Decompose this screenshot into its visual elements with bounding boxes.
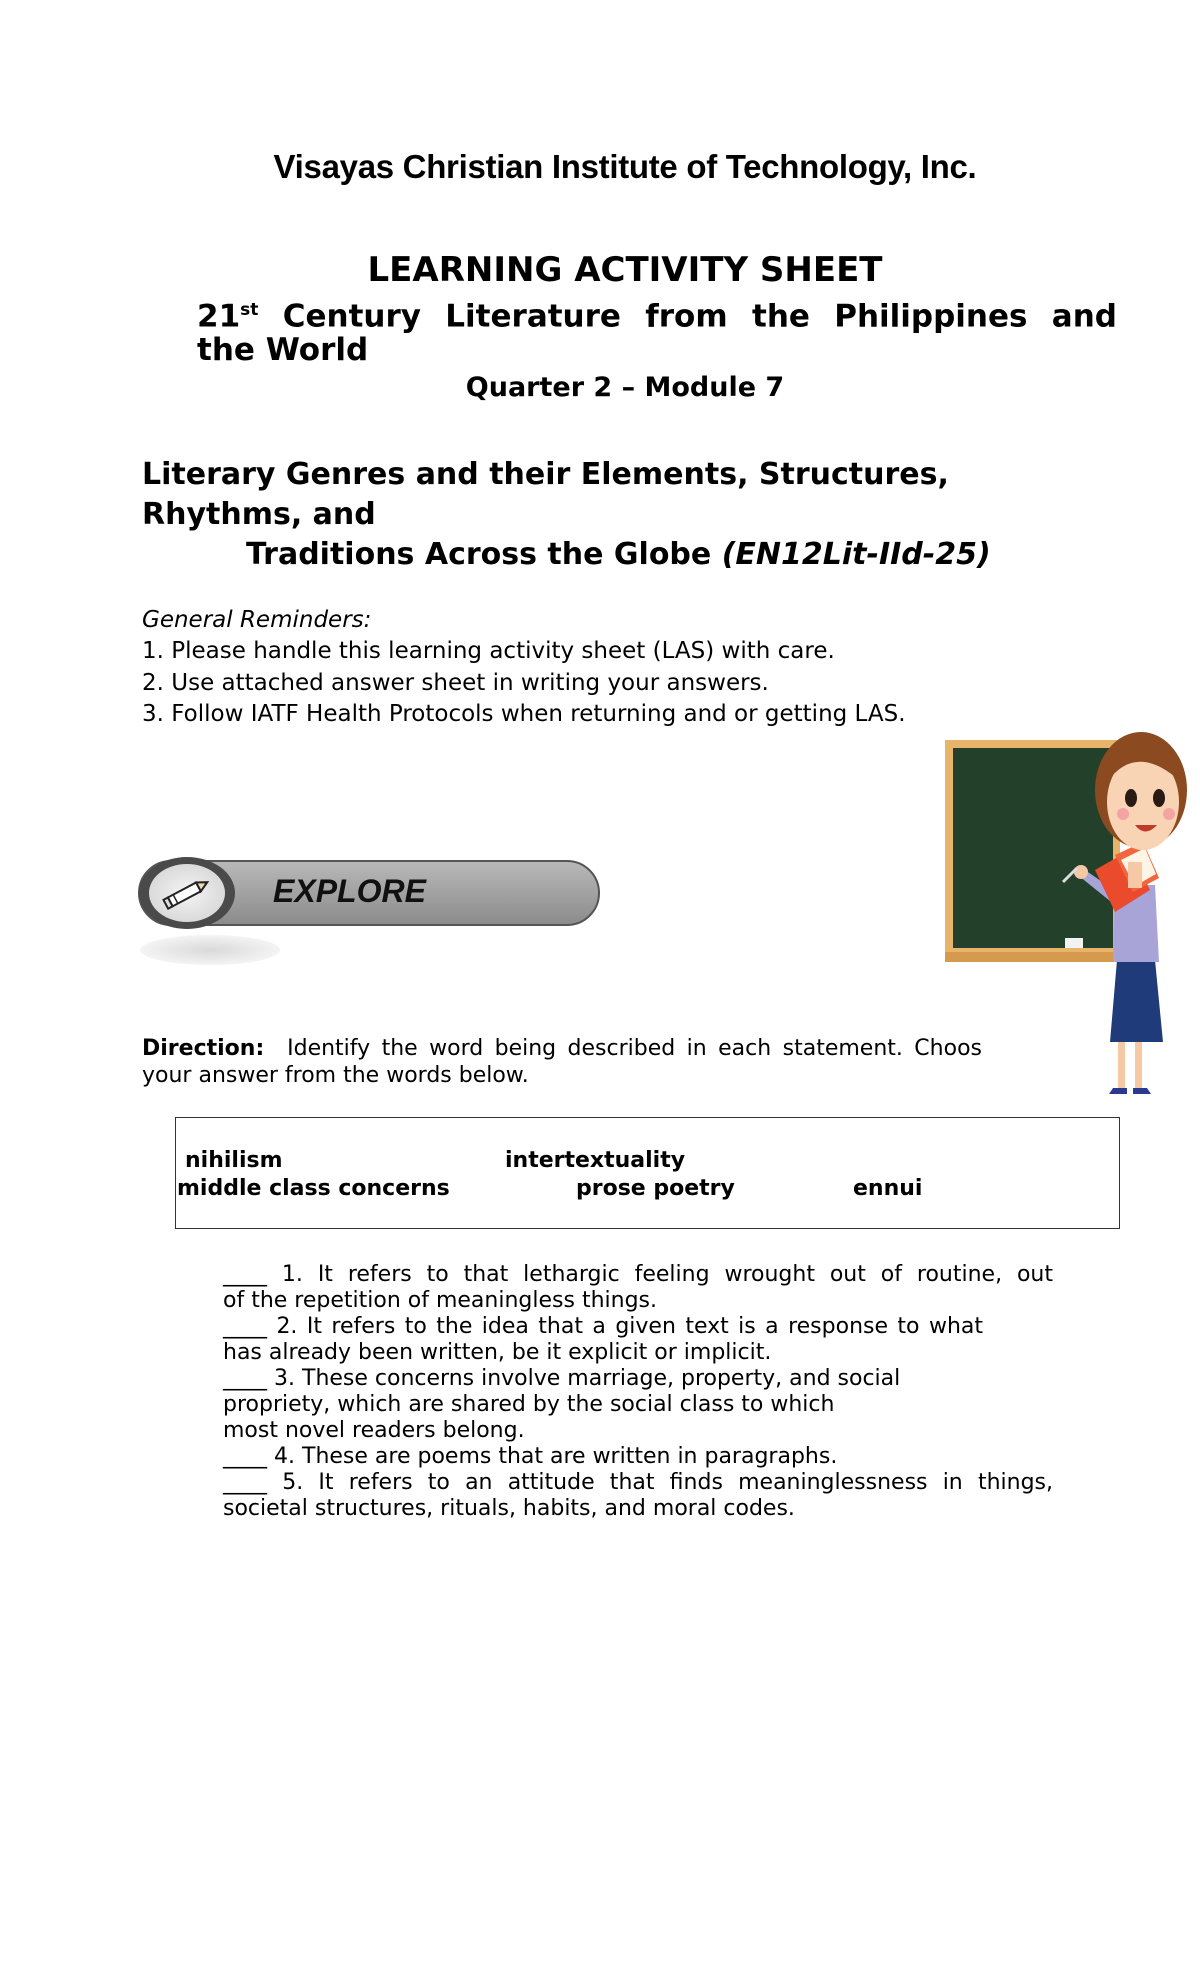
- quarter-module: Quarter 2 – Module 7: [465, 372, 785, 403]
- question-text: It refers to that lethargic feeling wrought out of routine, out: [317, 1262, 1053, 1287]
- sheet-title: LEARNING ACTIVITY SHEET: [367, 250, 883, 290]
- question-line-3: most novel readers belong.: [223, 1418, 525, 1443]
- word-bank-item: nihilism: [185, 1148, 283, 1173]
- question-item: [223, 1444, 1053, 1470]
- question-text: It refers to the idea that a given text is a response to what: [306, 1314, 983, 1339]
- pencil-icon: [160, 873, 214, 913]
- direction-text: [142, 1035, 982, 1089]
- question-item: [223, 1262, 1053, 1314]
- question-text: These concerns involve marriage, property, and social: [302, 1366, 901, 1391]
- competency-code: (EN12Lit-IId-25): [721, 537, 991, 572]
- question-line: [223, 1470, 1053, 1496]
- banner-shadow: [140, 935, 280, 965]
- topic-line-1: Literary Genres and their Elements, Structures,: [142, 457, 949, 492]
- subject-superscript: st: [240, 300, 259, 320]
- word-bank-item: prose poetry: [576, 1176, 735, 1201]
- subject-number: 21: [197, 298, 241, 335]
- word-bank-box: [175, 1117, 1120, 1229]
- explore-label: EXPLORE: [273, 873, 426, 909]
- question-item: [223, 1366, 1053, 1444]
- question-number: 1.: [281, 1262, 303, 1287]
- topic-line-3: [246, 535, 991, 575]
- question-item: [223, 1470, 1053, 1522]
- question-text: These are poems that are written in paragraphs.: [302, 1444, 838, 1469]
- answer-blank: ____: [223, 1262, 267, 1287]
- reminders-heading: General Reminders:: [142, 607, 372, 633]
- reminder-item: 2. Use attached answer sheet in writing your answers.: [142, 670, 769, 696]
- question-line-2: propriety, which are shared by the social class to which: [223, 1392, 835, 1417]
- direction-label: Direction:: [142, 1036, 265, 1061]
- school-name: Visayas Christian Institute of Technology, Inc.: [273, 148, 977, 185]
- word-bank-item: middle class concerns: [177, 1176, 450, 1201]
- question-number: 2.: [276, 1314, 298, 1339]
- question-line: [223, 1262, 1053, 1288]
- question-line-2: of the repetition of meaningless things.: [223, 1288, 657, 1313]
- question-line: [223, 1366, 1053, 1392]
- question-item: [223, 1314, 1053, 1366]
- question-line-2: has already been written, be it explicit or implicit.: [223, 1340, 772, 1365]
- question-line-2: societal structures, rituals, habits, and moral codes.: [223, 1496, 795, 1521]
- direction-line-2: your answer from the words below.: [142, 1063, 529, 1088]
- teacher-illustration: [945, 690, 1200, 1100]
- reminder-item: 3. Follow IATF Health Protocols when returning and or getting LAS.: [142, 701, 906, 727]
- topic-text: Traditions Across the Globe: [246, 537, 722, 572]
- question-line: [223, 1314, 983, 1340]
- direction-line-1: [142, 1035, 982, 1062]
- reminder-item: 1. Please handle this learning activity sheet (LAS) with care.: [142, 638, 835, 664]
- subject-text: Century Literature from the Philippines and: [282, 298, 1117, 335]
- chalk-ledge: [945, 952, 1123, 962]
- answer-blank: ____: [223, 1470, 267, 1495]
- question-text: It refers to an attitude that finds meaninglessness in things,: [318, 1470, 1053, 1495]
- answer-blank: ____: [223, 1366, 267, 1391]
- word-bank-item: intertextuality: [505, 1148, 686, 1173]
- word-bank-item: ennui: [853, 1176, 923, 1201]
- direction-instruction: Identify the word being described in each statement. Choos: [287, 1036, 982, 1061]
- answer-blank: ____: [223, 1314, 267, 1339]
- question-number: 3.: [274, 1366, 295, 1391]
- question-number: 4.: [274, 1444, 295, 1469]
- skirt: [1110, 960, 1163, 1042]
- eraser: [1065, 938, 1083, 948]
- topic-line-2: Rhythms, and: [142, 497, 376, 532]
- chalkboard: [953, 748, 1113, 948]
- subject-line-2: the World: [197, 332, 369, 368]
- question-number: 5.: [282, 1470, 304, 1495]
- answer-blank: ____: [223, 1444, 267, 1469]
